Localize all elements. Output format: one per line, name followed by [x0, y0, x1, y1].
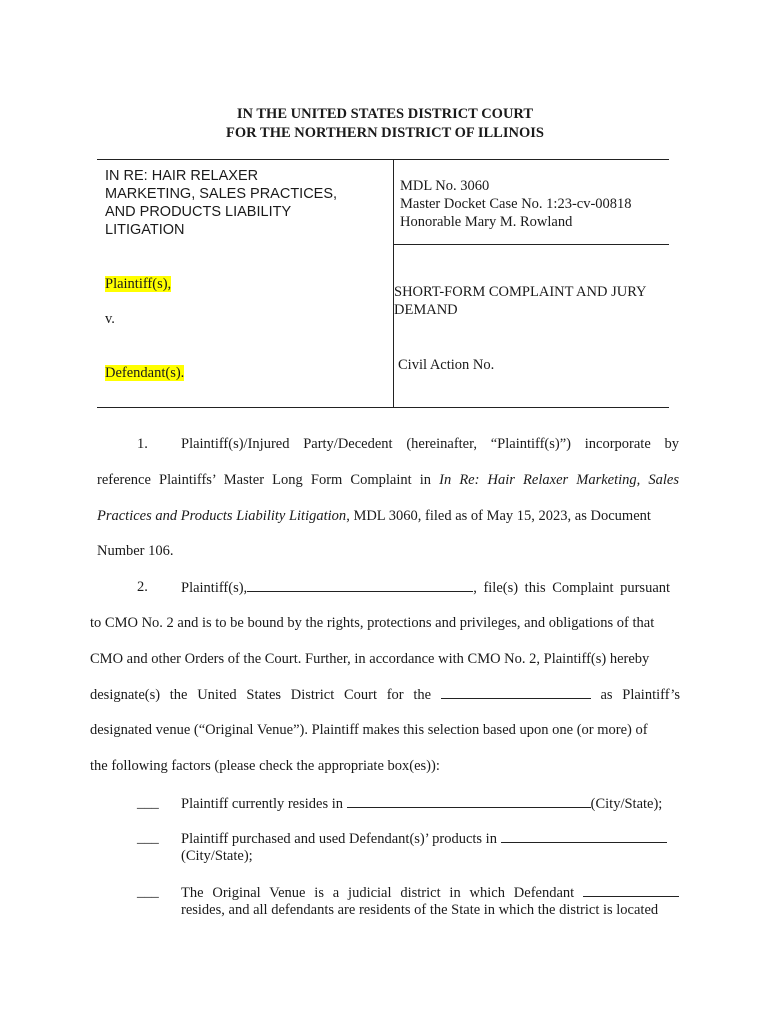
docket-number: Master Docket Case No. 1:23-cv-00818 [400, 196, 632, 212]
paragraph-2-line [181, 579, 670, 597]
paragraph-2-line: the following factors (please check the appropriate box(es)): [90, 758, 440, 774]
paragraph-2-line: to CMO No. 2 and is to be bound by the rights, protections and privileges, and obligations of that [90, 615, 655, 631]
text-span: Plaintiff currently resides in [181, 796, 347, 812]
option-checkbox[interactable]: ___ [137, 795, 159, 811]
option-text [181, 884, 679, 902]
in-re-line: LITIGATION [105, 222, 185, 238]
court-name-line-2: FOR THE NORTHERN DISTRICT OF ILLINOIS [226, 125, 544, 141]
text-span: as Plaintiff’s [600, 687, 681, 703]
paragraph-1-line [97, 508, 651, 525]
option-text [181, 830, 667, 848]
text-span: , file(s) this Complaint pursuant [473, 580, 671, 596]
text-span: (City/State); [590, 796, 663, 812]
venue-district-blank[interactable] [441, 686, 591, 699]
plaintiff-label: Plaintiff(s), [105, 276, 172, 292]
document-title-line-1: SHORT-FORM COMPLAINT AND JURY [394, 284, 647, 300]
text-span: , MDL 3060, filed as of May 15, 2023, as Document [346, 508, 651, 524]
paragraph-2-line: designated venue (“Original Venue”). Plaintiff makes this selection based upon one (or more) of [90, 722, 648, 738]
defendant-label: Defendant(s). [105, 365, 185, 381]
plaintiff-name-blank[interactable] [247, 579, 473, 592]
residence-blank[interactable] [347, 795, 591, 808]
case-name-italic: In Re: Hair Relaxer Marketing, Sales [439, 472, 679, 488]
paragraph-1-line [97, 472, 679, 489]
judge-name: Honorable Mary M. Rowland [400, 214, 573, 230]
purchase-location-blank[interactable] [501, 830, 667, 843]
text-span: reference Plaintiffs’ Master Long Form Complaint in [97, 472, 440, 488]
versus-label: v. [105, 311, 115, 327]
paragraph-1-line: Plaintiff(s)/Injured Party/Decedent (hereinafter, “Plaintiff(s)”) incorporate by [181, 436, 679, 452]
option-text-continued: (City/State); [181, 848, 253, 864]
mdl-number: MDL No. 3060 [400, 178, 490, 194]
text-span: The Original Venue is a judicial district in which Defendant [181, 885, 583, 901]
option-text [181, 795, 662, 813]
in-re-line: IN RE: HAIR RELAXER [105, 168, 259, 184]
paragraph-2-line: CMO and other Orders of the Court. Further, in accordance with CMO No. 2, Plaintiff(s) hereby [90, 651, 650, 667]
text-span: Plaintiff purchased and used Defendant(s)’ products in [181, 831, 501, 847]
paragraph-2-number: 2. [137, 579, 148, 595]
option-text-continued: resides, and all defendants are residents of the State in which the district is located [181, 902, 659, 918]
civil-action-label: Civil Action No. [398, 357, 495, 373]
case-name-italic: Practices and Products Liability Litigation [97, 508, 347, 524]
court-name-line-1: IN THE UNITED STATES DISTRICT COURT [236, 106, 534, 122]
paragraph-2-line [90, 686, 680, 704]
text-span: designate(s) the United States District Court for the [90, 687, 432, 703]
caption-bottom-rule [97, 407, 669, 408]
option-checkbox[interactable]: ___ [137, 830, 159, 846]
document-title-line-2: DEMAND [394, 302, 458, 318]
in-re-line: MARKETING, SALES PRACTICES, [105, 186, 338, 202]
in-re-line: AND PRODUCTS LIABILITY [105, 204, 292, 220]
option-checkbox[interactable]: ___ [137, 884, 159, 900]
paragraph-1-line: Number 106. [97, 543, 174, 559]
paragraph-1-number: 1. [137, 436, 148, 452]
defendant-residence-blank[interactable] [583, 884, 679, 897]
caption-middle-rule [393, 244, 669, 245]
text-span: Plaintiff(s), [181, 580, 248, 596]
caption-top-rule [97, 159, 669, 160]
in-re-caption [105, 167, 385, 239]
